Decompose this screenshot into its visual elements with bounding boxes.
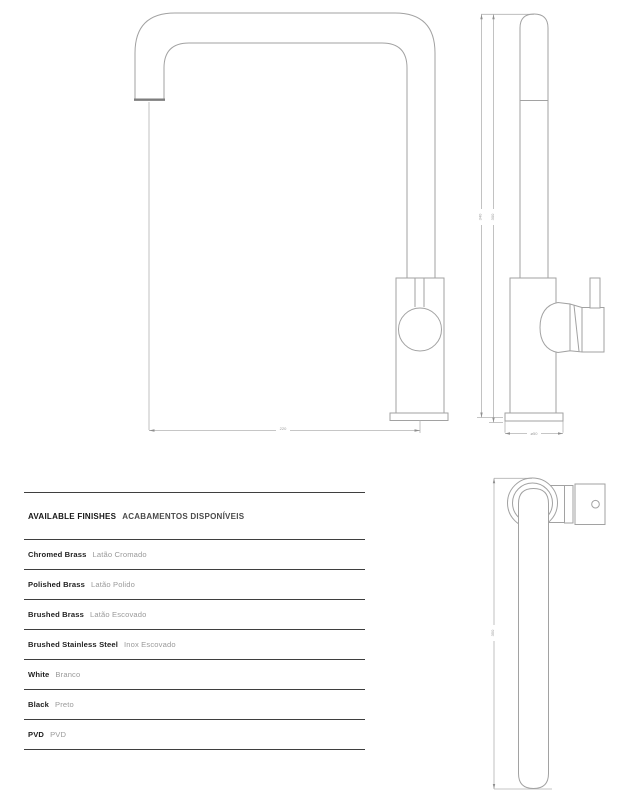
finish-row [24, 720, 365, 750]
finish-name-en: Polished Brass [28, 579, 85, 589]
spout-plan [519, 489, 549, 789]
base-flange-side [505, 413, 563, 421]
finish-row [24, 570, 365, 600]
lever-handle-plan [565, 484, 606, 525]
finish-name-pt: Branco [55, 669, 81, 679]
finish-name-pt: Preto [55, 699, 74, 709]
handle-lever [582, 308, 604, 353]
handle-neck-plan [565, 486, 574, 524]
faucet-front-view [134, 13, 448, 433]
handle-pin [590, 278, 600, 308]
finish-name-en: Brushed Stainless Steel [28, 639, 118, 649]
dimension-label: 220 [279, 426, 287, 432]
finish-name-pt: Latão Escovado [89, 609, 147, 619]
finish-row [24, 690, 365, 720]
finish-row [24, 540, 365, 570]
spout-inner-contour [164, 43, 407, 278]
finishes-table [24, 492, 365, 750]
handle-joint-circle [399, 308, 442, 351]
dimension-label: 300 [490, 213, 496, 221]
dimension-label: 340 [477, 213, 483, 221]
spout-profile [520, 14, 548, 278]
faucet-side-view [477, 14, 604, 436]
finish-name-pt: PVD [50, 729, 67, 739]
finish-row [24, 600, 365, 630]
finish-name-pt: Latão Cromado [92, 549, 147, 559]
cartridge-bulge [540, 303, 570, 353]
dimension-label: ø50 [530, 431, 538, 436]
reach-dimension [149, 102, 420, 433]
finish-name-en: PVD [28, 729, 45, 739]
finish-name-en: Brushed Brass [28, 609, 84, 619]
faucet-top-view [490, 478, 605, 789]
base-flange [390, 413, 448, 421]
spout-outer-contour [135, 13, 435, 278]
finish-name-pt: Inox Escovado [123, 639, 176, 649]
handle-lever-plan [575, 484, 605, 525]
finishes-table-header [24, 493, 365, 540]
finishes-title-en: AVAILABLE FINISHES [28, 512, 117, 522]
finish-name-en: White [28, 669, 50, 679]
finish-name-en: Black [28, 699, 50, 709]
finish-name-en: Chromed Brass [28, 549, 87, 559]
finishes-title-pt: ACABAMENTOS DISPONÍVEIS [122, 512, 245, 522]
finish-row [24, 630, 365, 660]
handle-hole [592, 500, 600, 508]
dimension-label: 350 [490, 629, 496, 637]
finish-row [24, 660, 365, 690]
finish-name-pt: Latão Polido [90, 579, 135, 589]
base-dimension [505, 422, 563, 437]
